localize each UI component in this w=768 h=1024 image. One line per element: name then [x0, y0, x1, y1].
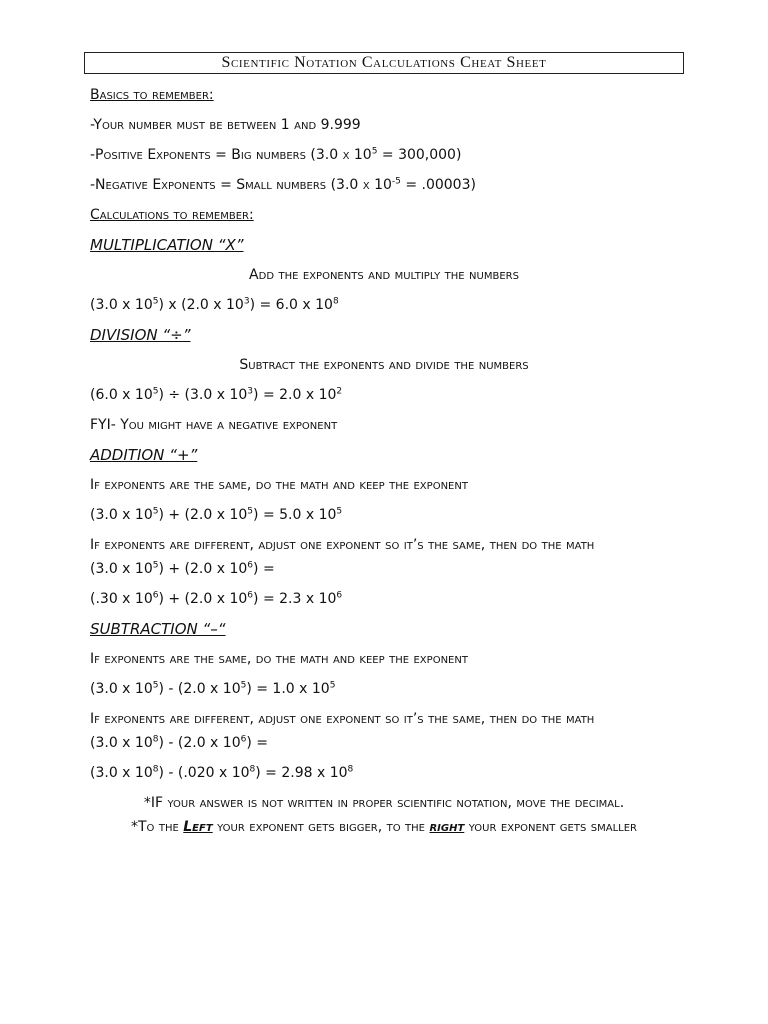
calc-heading: Calculations to remember: [90, 207, 254, 223]
note-scientific-notation: *IF your answer is not written in proper scientific notation, move the decimal. [143, 795, 625, 811]
multiplication-example: (3.0 x $10^5$) x (2.0 x $10^3) = 6.0$ x $10^8$ [90, 296, 339, 313]
basic-rule-3: -Negative Exponents = Small numbers (3.0 x $10^{-5} = .00003$) [90, 176, 476, 193]
subtraction-example-1: (3.0 x $10^5) - (2.0$ x $10^5) = 1.0$ x $10^5$ [90, 680, 336, 697]
subtraction-rule-same: If exponents are the same, do the math and keep the exponent [90, 651, 468, 667]
subtraction-heading: SUBTRACTION “–“ [90, 620, 226, 638]
subtraction-example-2: (3.0 x $10^8) - (2.0$ x $10^6$) = [90, 734, 268, 751]
addition-heading: ADDITION “+” [90, 446, 198, 464]
multiplication-heading: MULTIPLICATION “X” [90, 236, 244, 254]
subtraction-example-3: (3.0 x $10^8) - (.020$ x $10^8) = 2.98$ x $10^8$ [90, 764, 354, 781]
division-heading: DIVISION “÷” [90, 326, 191, 344]
basic-rule-1: -Your number must be between 1 and 9.999 [90, 117, 361, 133]
division-fyi: FYI- You might have a negative exponent [90, 417, 338, 433]
addition-rule-different: If exponents are different, adjust one exponent so it’s the same, then do the math [90, 537, 595, 553]
basics-heading: Basics to remember: [90, 87, 214, 103]
content [90, 86, 690, 848]
addition-rule-same: If exponents are the same, do the math and keep the exponent [90, 477, 468, 493]
basic-rule-2: -Positive Exponents = Big numbers (3.0 x $10^5 = 300,000$) [90, 146, 462, 163]
addition-example-2: (3.0 x $10^5) + (2.0$ x $10^6$) = [90, 560, 275, 577]
addition-example-1: (3.0 x $10^5) + (2.0$ x $10^5) = 5.0$ x $10^5$ [90, 506, 343, 523]
division-rule: Subtract the exponents and divide the numbers [239, 357, 529, 373]
page-title: Scientific Notation Calculations Cheat Sheet [84, 52, 684, 74]
subtraction-rule-different: If exponents are different, adjust one exponent so it’s the same, then do the math [90, 711, 595, 727]
note-decimal-direction: *To the Left your exponent gets bigger, to the right your exponent gets smaller [130, 819, 638, 835]
multiplication-rule: Add the exponents and multiply the numbers [249, 267, 519, 283]
addition-example-3: (.30 x $10^6) + (2.0$ x $10^6) = 2.3$ x $10^6$ [90, 590, 343, 607]
division-example: (6.0 x $10^5) \div (3.0$ x $10^3) = 2.0$ x $10^2$ [90, 386, 343, 403]
